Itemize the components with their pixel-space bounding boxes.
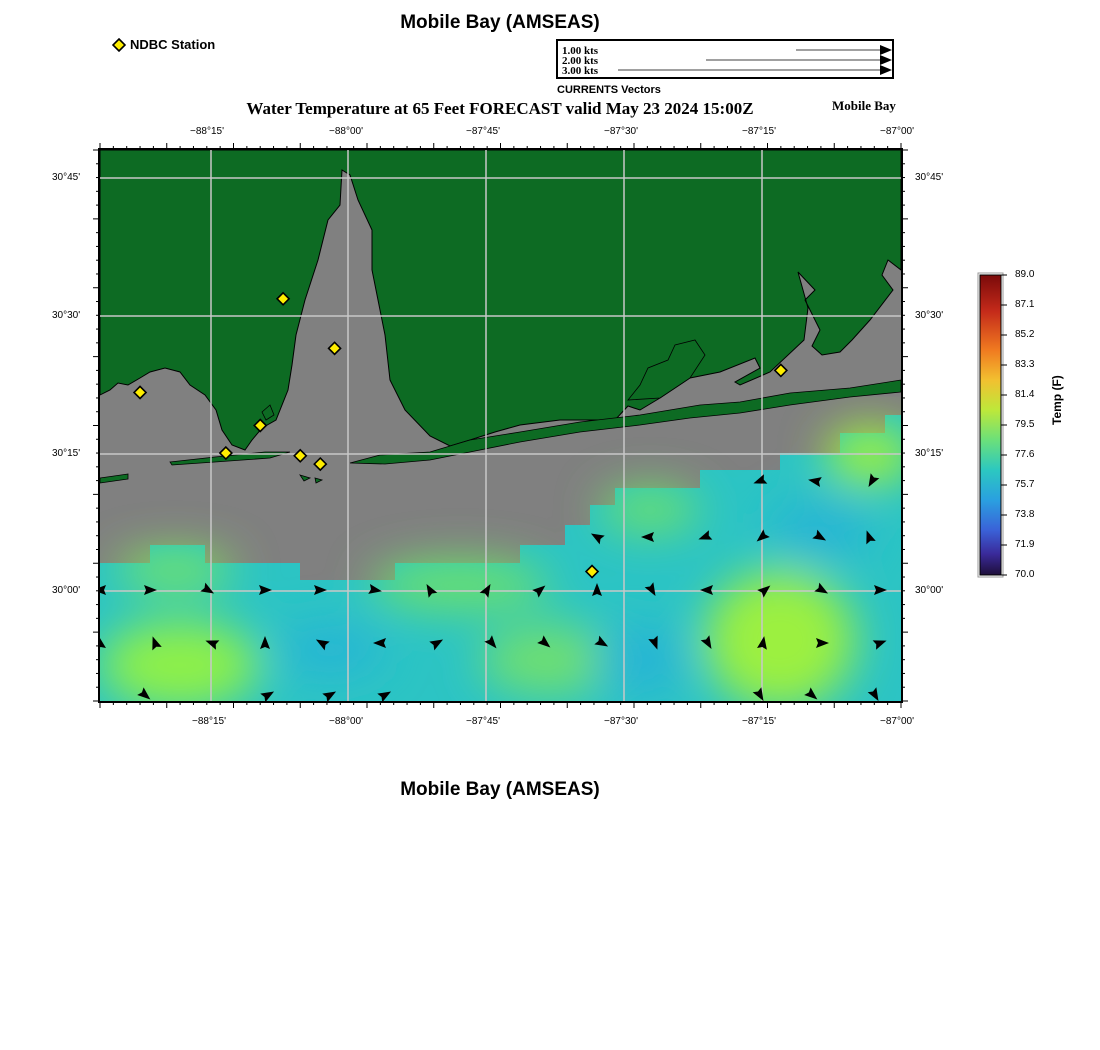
colorbar-tick-label: 81.4 xyxy=(1015,389,1035,400)
lat-tick-label-left: 30°15' xyxy=(52,448,81,459)
colorbar-tick-label: 89.0 xyxy=(1015,269,1035,280)
vector-legend-item: 2.00 kts xyxy=(562,55,599,67)
colorbar-tick-label: 87.1 xyxy=(1015,299,1035,310)
lat-tick-label-left: 30°45' xyxy=(52,172,81,183)
colorbar-tick-label: 85.2 xyxy=(1015,329,1035,340)
lon-tick-label-bottom: −88°00' xyxy=(329,716,363,727)
lat-tick-label-right: 30°45' xyxy=(915,172,944,183)
lon-tick-label-top: −87°45' xyxy=(466,126,500,137)
lon-tick-label-top: −88°00' xyxy=(329,126,363,137)
colorbar-title: Temp (F) xyxy=(1050,375,1064,425)
temperature-colorbar xyxy=(975,270,1015,582)
colorbar-tick-label: 75.7 xyxy=(1015,479,1035,490)
station-legend-label: NDBC Station xyxy=(130,37,216,52)
lon-tick-label-bottom: −87°00' xyxy=(880,716,914,727)
lon-tick-label-top: −87°30' xyxy=(604,126,638,137)
region-tag: Mobile Bay xyxy=(832,98,896,113)
colorbar-tick-label: 77.6 xyxy=(1015,449,1035,460)
chart-title: Water Temperature at 65 Feet FORECAST valid May 23 2024 15:00Z xyxy=(246,99,754,118)
lon-tick-label-bottom: −87°45' xyxy=(466,716,500,727)
vector-legend-item: 1.00 kts xyxy=(562,45,599,57)
colorbar-tick-label: 79.5 xyxy=(1015,419,1035,430)
colorbar-tick-label: 71.9 xyxy=(1015,539,1035,550)
region-title: Mobile Bay (AMSEAS) xyxy=(400,12,600,33)
footer-region-title: Mobile Bay (AMSEAS) xyxy=(400,779,600,800)
colorbar-tick-label: 70.0 xyxy=(1015,569,1035,580)
colorbar-tick-label: 73.8 xyxy=(1015,509,1035,520)
lat-tick-label-left: 30°30' xyxy=(52,310,81,321)
lon-tick-label-top: −88°15' xyxy=(190,126,224,137)
lat-tick-label-right: 30°00' xyxy=(915,585,944,596)
lat-tick-label-right: 30°15' xyxy=(915,448,944,459)
lon-tick-label-top: −87°15' xyxy=(742,126,776,137)
lon-tick-label-top: −87°00' xyxy=(880,126,914,137)
lon-tick-label-bottom: −88°15' xyxy=(192,716,226,727)
vector-legend-item: 3.00 kts xyxy=(562,65,599,77)
lat-tick-label-left: 30°00' xyxy=(52,585,81,596)
vector-legend-caption: CURRENTS Vectors xyxy=(557,84,661,96)
colorbar-tick-label: 83.3 xyxy=(1015,359,1035,370)
lon-tick-label-bottom: −87°30' xyxy=(604,716,638,727)
lat-tick-label-right: 30°30' xyxy=(915,310,944,321)
lon-tick-label-bottom: −87°15' xyxy=(742,716,776,727)
